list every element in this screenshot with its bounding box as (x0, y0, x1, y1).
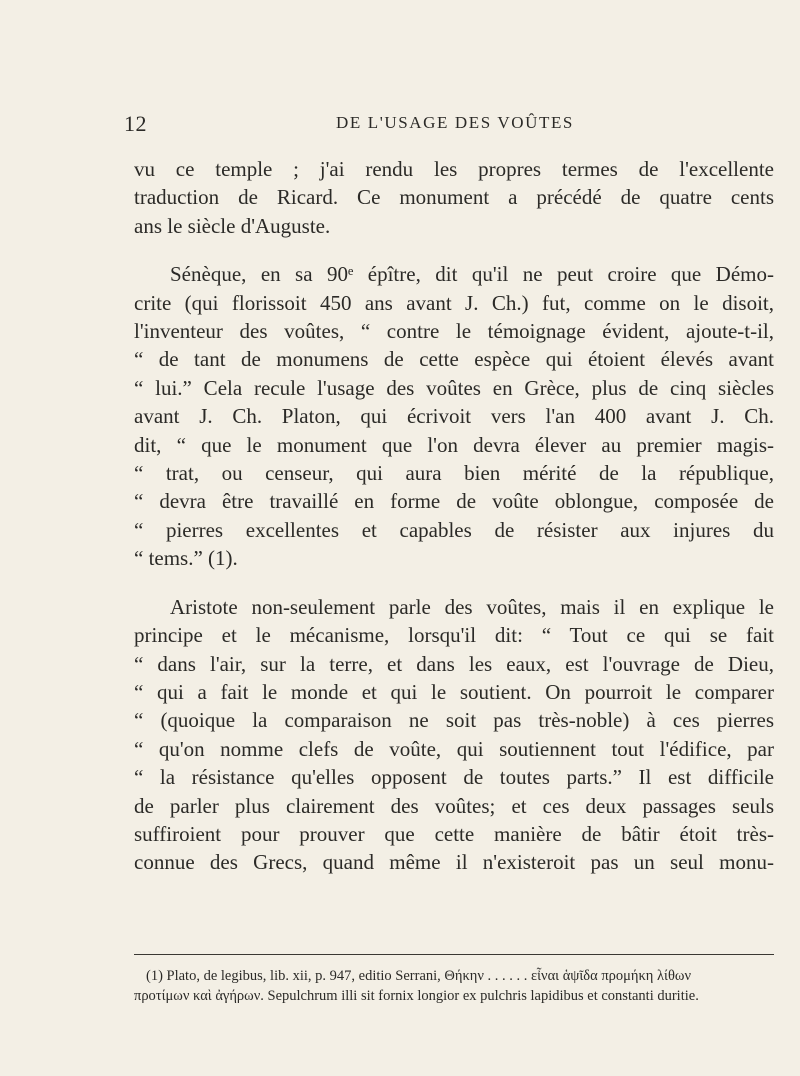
text-line: principe et le mécanisme, lorsqu'il dit: “ Tout ce qui se fait (134, 623, 774, 648)
text-line: ans le siècle d'Auguste. (134, 213, 331, 238)
text-line: Aristote non-seulement parle des voûtes, mais il en explique le (170, 594, 774, 619)
paragraph-3 (134, 593, 774, 877)
footnote-divider (134, 954, 774, 955)
text-line: Sénèque, en sa 90ᵉ épître, dit qu'il ne peut croire que Démo- (170, 262, 774, 287)
text-line: “ de tant de monumens de cette espèce qui étoient élevés avant (134, 347, 774, 372)
text-line: avant J. Ch. Platon, qui écrivoit vers l'an 400 avant J. Ch. (134, 404, 774, 429)
paragraph-2 (134, 260, 774, 572)
footnote-line: προτίμων καὶ ἀγήρων. Sepulchrum illi sit fornix longior ex pulchris lapidibus et constanti duritie. (134, 988, 699, 1004)
text-line: l'inventeur des voûtes, “ contre le témoignage évident, ajoute-t-il, (134, 319, 774, 344)
text-line: “ dans l'air, sur la terre, et dans les eaux, est l'ouvrage de Dieu, (134, 651, 774, 676)
page-header (124, 111, 774, 135)
text-line: suffiroient pour prouver que cette manière de bâtir étoit très- (134, 821, 774, 846)
text-line: crite (qui florissoit 450 ans avant J. Ch.) fut, comme on le disoit, (134, 290, 774, 315)
running-title: DE L'USAGE DES VOÛTES (336, 113, 574, 132)
text-line: “ pierres excellentes et capables de résister aux injures du (134, 517, 774, 542)
text-line: connue des Grecs, quand même il n'existeroit pas un seul monu- (134, 850, 774, 875)
text-line: “ devra être travaillé en forme de voûte oblongue, composée de (134, 489, 774, 514)
text-line: “ lui.” Cela recule l'usage des voûtes en Grèce, plus de cinq siècles (134, 375, 774, 400)
text-line: “ tems.” (1). (134, 546, 238, 571)
text-line: de parler plus clairement des voûtes; et ces deux passages seuls (134, 793, 774, 818)
text-line: dit, “ que le monument que l'on devra élever au premier magis- (134, 432, 774, 457)
text-line: “ trat, ou censeur, qui aura bien mérité de la république, (134, 461, 774, 486)
text-line: “ la résistance qu'elles opposent de toutes parts.” Il est difficile (134, 765, 774, 790)
text-line: “ (quoique la comparaison ne soit pas très-noble) à ces pierres (134, 708, 774, 733)
text-line: “ qui a fait le monde et qui le soutient. On pourroit le comparer (134, 679, 774, 704)
footnote-line: (1) Plato, de legibus, lib. xii, p. 947, editio Serrani, Θήκην . . . . . . εἶναι ἁψῖδα προμήκη λίθων (146, 968, 691, 984)
text-line: vu ce temple ; j'ai rendu les propres termes de l'excellente (134, 157, 774, 181)
paragraph-1 (134, 155, 774, 240)
page-number: 12 (124, 111, 147, 136)
footnote (134, 966, 774, 1006)
text-line: “ qu'on nomme clefs de voûte, qui soutiennent tout l'édifice, par (134, 736, 774, 761)
body-text (134, 155, 774, 877)
text-line: traduction de Ricard. Ce monument a précédé de quatre cents (134, 185, 774, 210)
